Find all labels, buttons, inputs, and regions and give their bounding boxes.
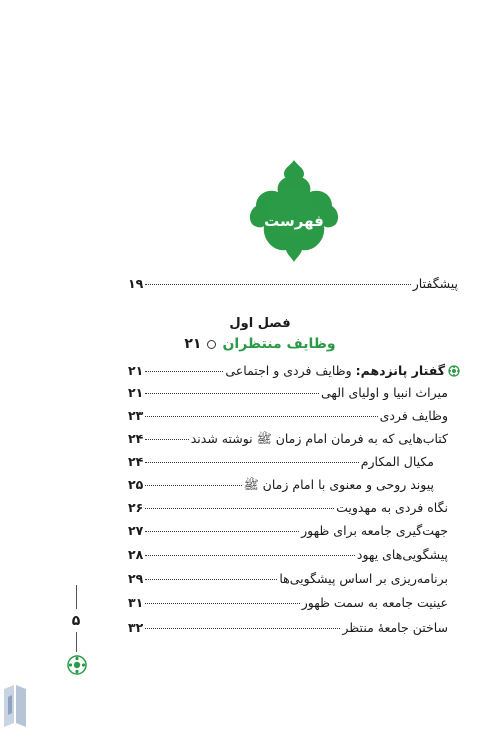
toc-entry-page: ۲۱	[128, 363, 144, 378]
dot-leader	[145, 579, 277, 580]
dot-leader	[145, 508, 334, 509]
toc-entry-title: عینیت جامعه به سمت ظهور	[301, 595, 448, 610]
chapter-page: ۲۱	[184, 336, 202, 352]
lesson-subtitle: وظایف فردی و اجتماعی	[225, 363, 356, 378]
toc-entry-preface[interactable]	[128, 276, 458, 291]
toc-entry-page: ۲۹	[128, 571, 144, 586]
dot-leader	[145, 462, 359, 463]
toc-entry-title: میراث انبیا و اولیای الهی	[321, 385, 448, 400]
toc-entry[interactable]	[128, 500, 448, 515]
toc-entry-page: ۲۴	[128, 431, 144, 446]
ornament-badge-icon	[246, 158, 342, 262]
circle-separator-icon	[207, 340, 216, 349]
toc-entry[interactable]	[128, 408, 448, 423]
chapter-title: وظایف منتظران	[222, 336, 336, 352]
dot-leader	[145, 284, 410, 285]
toc-heading: فهرست	[264, 212, 324, 230]
toc-entry-page: ۲۳	[128, 408, 144, 423]
toc-entry-title: برنامه‌ریزی بر اساس پیشگویی‌ها	[279, 571, 448, 586]
toc-entry-title: کتاب‌هایی که به فرمان امام زمان ﷺ نوشته شدند	[190, 431, 448, 446]
toc-entry[interactable]	[128, 595, 448, 610]
toc-entry-page: ۲۸	[128, 547, 144, 562]
dot-leader	[145, 416, 377, 417]
chapter-label: فصل اول	[229, 316, 291, 331]
toc-entry[interactable]	[128, 620, 448, 635]
toc-entry-title: پیشگویی‌های یهود	[356, 547, 448, 562]
toc-entry[interactable]	[128, 385, 448, 400]
dot-leader	[145, 393, 319, 394]
toc-entry-page: ۲۵	[128, 477, 144, 492]
toc-entry-page: ۱۹	[128, 276, 144, 291]
toc-entry-page: ۳۱	[128, 595, 144, 610]
toc-entry-title: پیوند روحی و معنوی با امام زمان ﷺ	[243, 477, 434, 492]
toc-entry[interactable]	[128, 571, 448, 586]
toc-entry[interactable]	[128, 523, 448, 538]
folio-rule-bottom	[76, 632, 77, 652]
toc-entry[interactable]	[128, 454, 434, 469]
toc-entry-page: ۲۷	[128, 523, 144, 538]
toc-entry-page: ۲۴	[128, 454, 144, 469]
toc-entry-title: نگاه فردی به مهدویت	[336, 500, 448, 515]
toc-entry-title: مکیال المکارم	[360, 454, 434, 469]
dot-leader	[145, 603, 299, 604]
footer-ornament-icon	[66, 654, 88, 676]
toc-entry-page: ۲۶	[128, 500, 144, 515]
toc-entry-page: ۲۱	[128, 385, 144, 400]
flower-bullet-icon	[448, 365, 460, 377]
lesson-heading: گفتار پانزدهم:	[355, 363, 445, 378]
folio-rule-top	[76, 585, 77, 609]
toc-entry-title: پیشگفتار	[412, 276, 458, 291]
dot-leader	[145, 371, 223, 372]
dot-leader	[145, 485, 241, 486]
dot-leader	[145, 628, 340, 629]
toc-entry-lesson[interactable]	[128, 363, 460, 378]
chapter-title-row[interactable]	[170, 336, 350, 352]
toc-entry[interactable]	[128, 547, 448, 562]
toc-entry[interactable]	[128, 431, 448, 450]
page-number: ۵	[71, 613, 81, 629]
toc-entry-title: ساختن جامعهٔ منتظر	[342, 620, 448, 635]
toc-entry-page: ۳۲	[128, 620, 144, 635]
dot-leader	[145, 531, 299, 532]
dot-leader	[145, 439, 188, 440]
dot-leader	[145, 555, 355, 556]
toc-entry-title: جهت‌گیری جامعه برای ظهور	[301, 523, 448, 538]
toc-entry[interactable]	[128, 477, 434, 496]
publisher-logo-icon	[0, 683, 30, 733]
toc-entry-title: وظایف فردی	[379, 408, 448, 423]
